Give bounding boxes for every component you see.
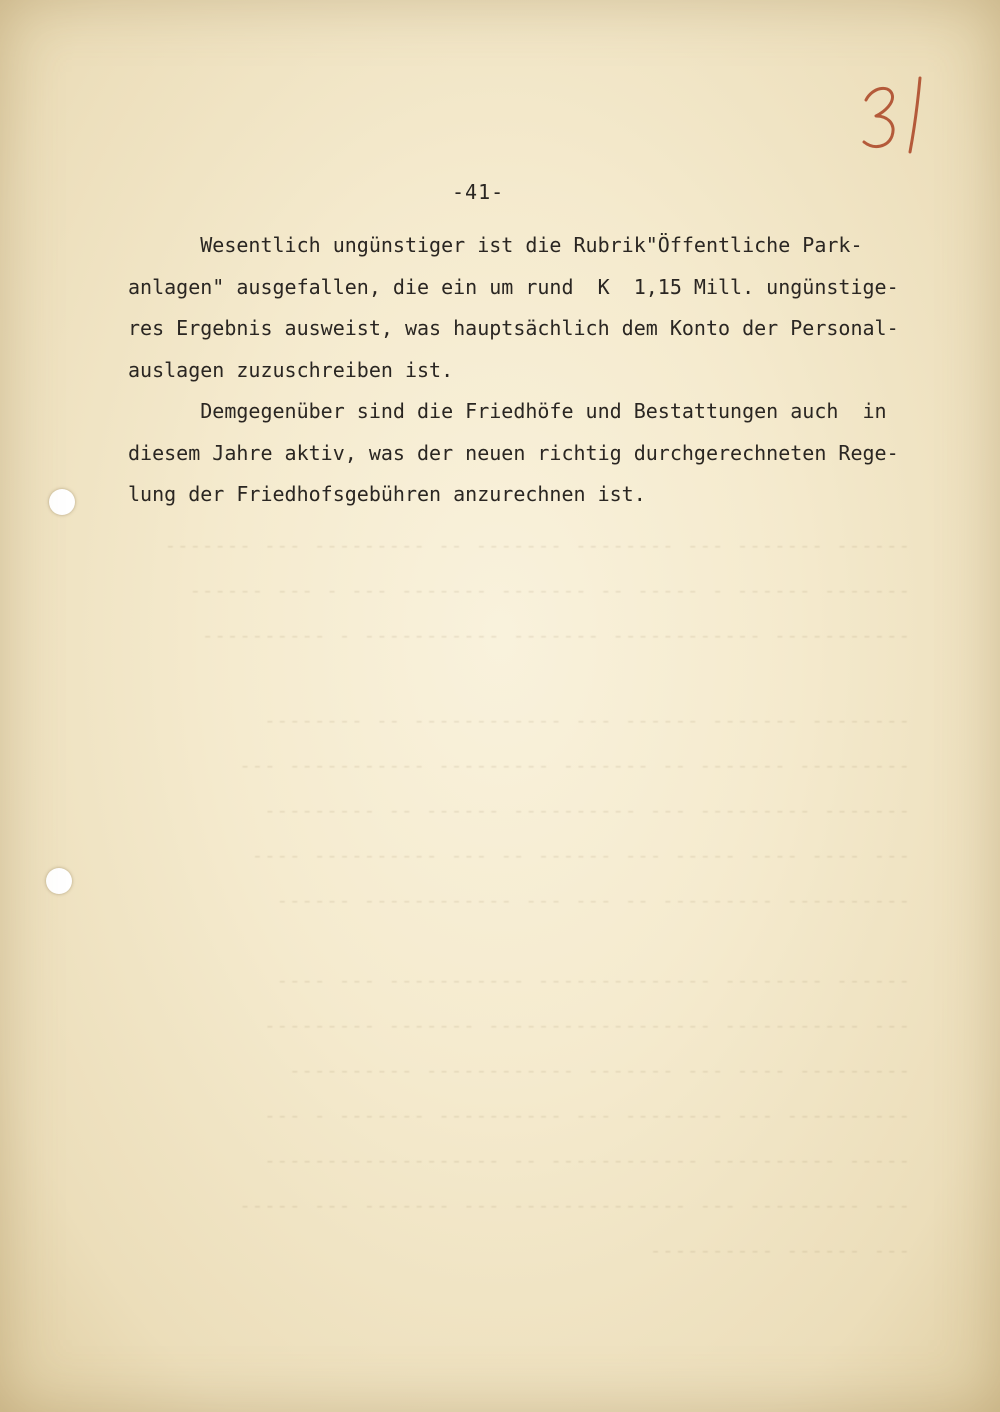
bleed-through-text: --------- ---- --- ------- ------------ ---------- <box>288 1060 910 1082</box>
bleed-through-text: ------ ------- --- -------- ------- -- --------- --- ------- <box>163 535 910 557</box>
text-line: diesem Jahre aktiv, was der neuen richtig durchgerechneten Rege- <box>128 440 899 465</box>
paragraph <box>128 391 918 516</box>
bleed-through-text: -------- ------- ------ --- ------------ -- -------- <box>263 710 910 732</box>
paragraph <box>128 225 918 391</box>
bleed-through-text: --- ----------- ------------------ ------- --------- <box>263 1015 910 1037</box>
bleed-through-text: --- ---- ---- ----- --- ------ -- --- ---------- ---- <box>250 845 910 867</box>
page-number: -41- <box>452 180 505 204</box>
punch-hole <box>49 489 75 515</box>
body-text <box>128 225 918 516</box>
text-line: Demgegenüber sind die Friedhöfe und Bestattungen auch in <box>128 399 887 423</box>
bleed-through-text: ------ -------- -------------- ----------- --- ---- <box>275 970 910 992</box>
text-line: lung der Friedhofsgebühren anzurechnen ist. <box>128 482 646 506</box>
handwritten-folio-number <box>858 70 948 170</box>
bleed-through-text: --------- ------- -- ------- --------- ----------- --- <box>238 755 910 777</box>
text-line: res Ergebnis ausweist, was hauptsächlich dem Konto der Personal- <box>128 316 899 340</box>
text-line: Wesentlich ungünstiger ist die Rubrik"Öffentliche Park- <box>128 233 863 257</box>
text-line: anlagen" ausgefallen, die ein um rund K 1,15 Mill. ungünstige- <box>128 274 899 299</box>
bleed-through-text: ---------- --------- -- --- --- ------------ ------ <box>275 890 910 912</box>
bleed-through-text: --- ------ ---------- <box>648 1240 910 1262</box>
bleed-through-text: ------- --------- --- ---------- ------ -- --------- <box>263 800 910 822</box>
punch-hole <box>46 868 72 894</box>
text-line: auslagen zuzuschreiben ist. <box>128 357 454 382</box>
bleed-through-text: ----- ---------- ------------ -- ------------------- <box>263 1150 910 1172</box>
bleed-through-text: ----------- ------------ ------- ----------- - ---------- <box>200 625 910 647</box>
bleed-through-text: ------- ------ - ----- -- ------- ------- --- - --- ------ <box>188 580 910 602</box>
bleed-through-text: --- --------- --- -------------- --- ------- --- ----- <box>238 1195 910 1217</box>
bleed-through-text: ---------- --- -------- --- ---------- ------- - --- <box>263 1105 910 1127</box>
